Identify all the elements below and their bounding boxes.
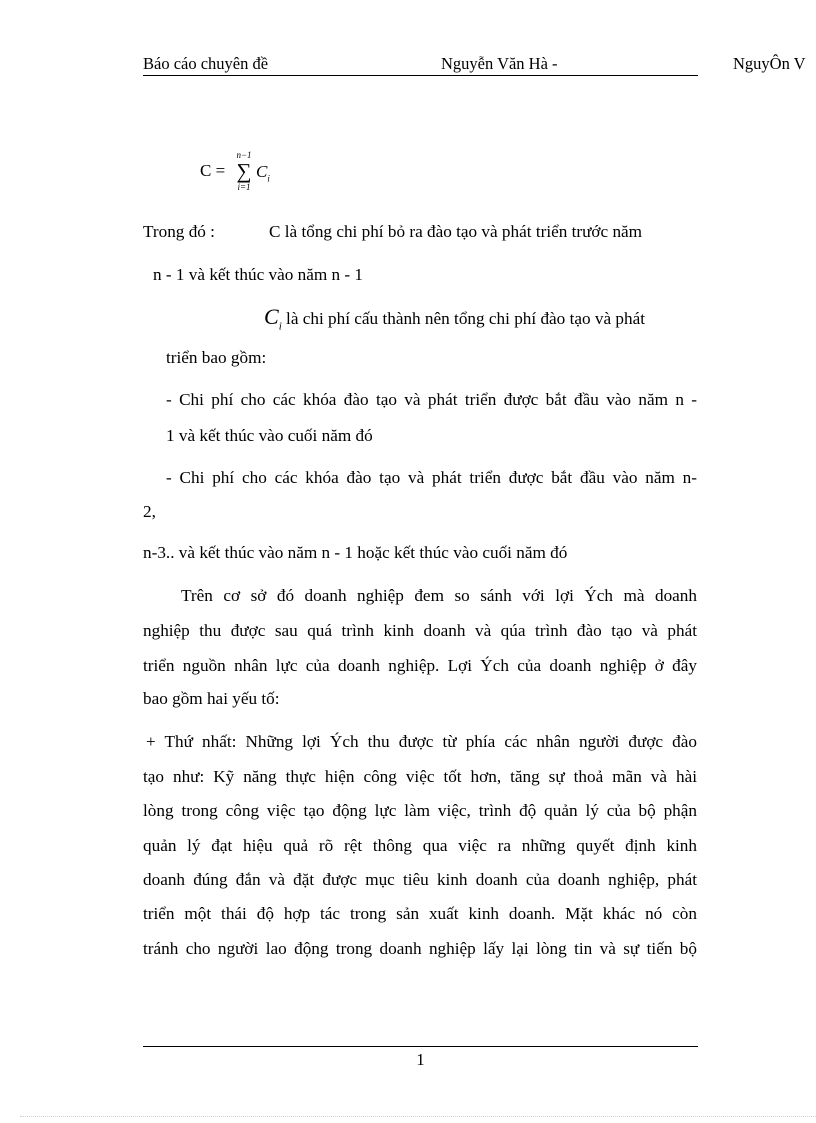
paragraph-1-line-2: nghiệp thu được sau quá trình kinh doanh và qúa trình đào tạo và phát (143, 621, 697, 640)
paragraph-2-line-1: + Thứ nhất: Những lợi Ých thu được từ phía các nhân người được đào (146, 732, 697, 751)
sigma-symbol: ∑ (236, 159, 252, 183)
paragraph-1-line-4: bao gồm hai yếu tố: (143, 689, 280, 708)
formula-lhs: C = (200, 161, 226, 180)
bullet-2: - Chi phí cho các khóa đào tạo và phát triển được bắt đầu vào năm n- (166, 468, 697, 487)
definition-label: Trong đó : (143, 222, 215, 241)
paragraph-2-line-4: quản lý đạt hiệu quả rõ rệt thông qua việc ra những quyết định kinh (143, 836, 697, 855)
footer-rule (143, 1046, 698, 1047)
page-number: 1 (416, 1050, 425, 1069)
definition-c: C là tổng chi phí bỏ ra đào tạo và phát triển trước năm (269, 222, 643, 241)
definition-ci: $C_i$ là chi phí cấu thành nên tổng chi phí đào tạo và phát (264, 304, 645, 333)
sum-lower-limit: i=1 (237, 182, 251, 192)
bullet-2-cont: 2, (143, 502, 156, 521)
summation-sign (234, 150, 254, 192)
formula-variable: $C_i$ (256, 162, 270, 184)
header-right: NguyÔn V (733, 54, 806, 73)
paragraph-2-line-6: triển một thái độ hợp tác trong sản xuất kinh doanh. Mặt khác nó còn (143, 904, 697, 923)
paragraph-2-line-2: tạo như: Kỹ năng thực hiện công việc tốt hơn, tăng sự thoả mãn và hài (143, 767, 697, 786)
header-center: Nguyễn Văn Hà - (441, 54, 558, 73)
paragraph-1-line-3: triển nguồn nhân lực của doanh nghiệp. Lợi Ých của doanh nghiệp ở đây (143, 656, 697, 675)
bullet-1-cont: 1 và kết thúc vào cuối năm đó (166, 426, 373, 445)
definition-c-cont: n - 1 và kết thúc vào năm n - 1 (153, 265, 364, 284)
definition-ci-cont: triển bao gồm: (166, 348, 267, 367)
bullet-1: - Chi phí cho các khóa đào tạo và phát triển được bắt đầu vào năm n - (166, 390, 697, 409)
paragraph-1-line-1: Trên cơ sở đó doanh nghiệp đem so sánh với lợi Ých mà doanh (181, 586, 697, 605)
header-left: Báo cáo chuyên đề (143, 54, 269, 73)
header-rule (143, 75, 698, 76)
bullet-2-cont-2: n-3.. và kết thúc vào năm n - 1 hoặc kết thúc vào cuối năm đó (143, 543, 568, 562)
paragraph-2-line-7: tránh cho người lao động trong doanh nghiệp lấy lại lòng tin và sự tiến bộ (143, 939, 697, 958)
paragraph-2-line-5: doanh đúng đắn và đặt được mục tiêu kinh doanh của doanh nghiệp, phát (143, 870, 697, 889)
page-boundary (20, 1116, 816, 1117)
sum-upper-limit: n−1 (236, 150, 252, 160)
ci-variable: $C_i$ (264, 304, 282, 333)
paragraph-2-line-3: lòng trong công việc tạo động lực làm việc, trình độ quản lý của bộ phận (143, 801, 697, 820)
